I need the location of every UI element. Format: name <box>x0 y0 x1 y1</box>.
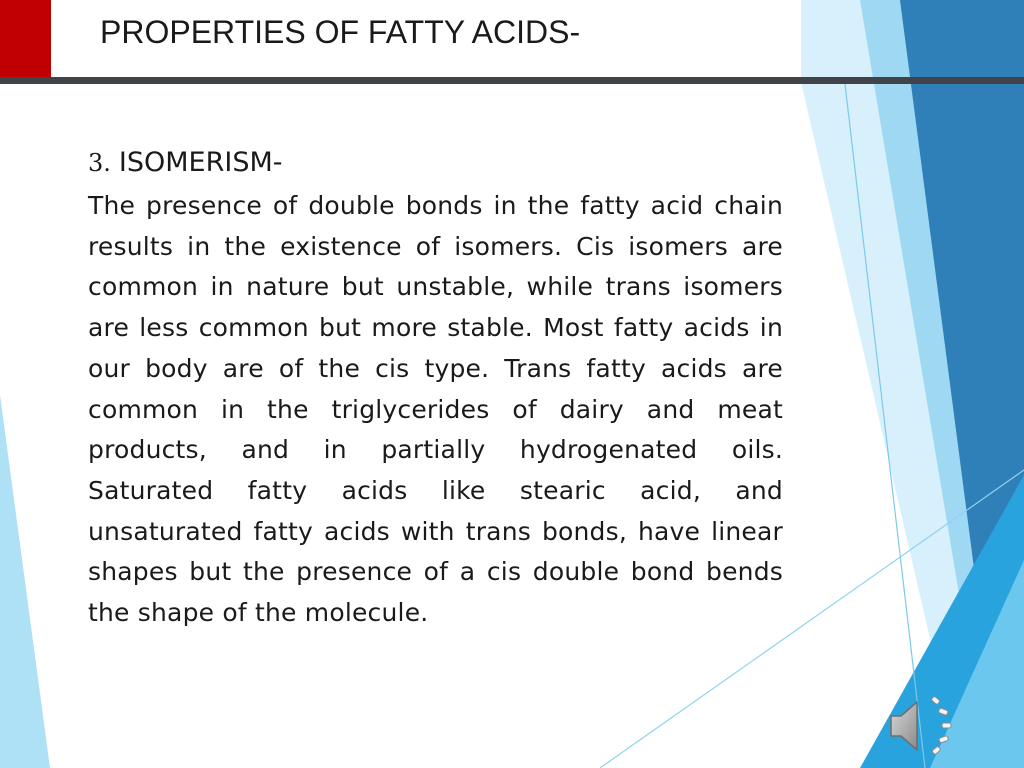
left-sliver-shape <box>0 395 50 768</box>
section-number: 3. <box>88 149 111 177</box>
speaker-icon[interactable] <box>887 694 955 756</box>
title-accent-bar <box>0 0 51 77</box>
title-divider <box>0 77 1024 84</box>
slide-content <box>88 142 783 634</box>
slide-title: PROPERTIES OF FATTY ACIDS- <box>100 14 581 50</box>
body-paragraph: The presence of double bonds in the fatty acid chain results in the existence of isomers. Cis isomers are common in nature but unstable, while trans isomers are less common but more stable. Most fatty acids in our body are of the cis type. Trans fatty acids are common in the triglycerides of dairy and meat products, and in partially hydrogenated oils. Saturated fatty acids like stearic acid, and unsaturated fatty acids with trans bonds, have linear shapes but the presence of a cis double bond bends the shape of the molecule. <box>88 191 783 628</box>
section-heading-text: ISOMERISM- <box>118 147 283 178</box>
section-heading <box>88 142 783 184</box>
